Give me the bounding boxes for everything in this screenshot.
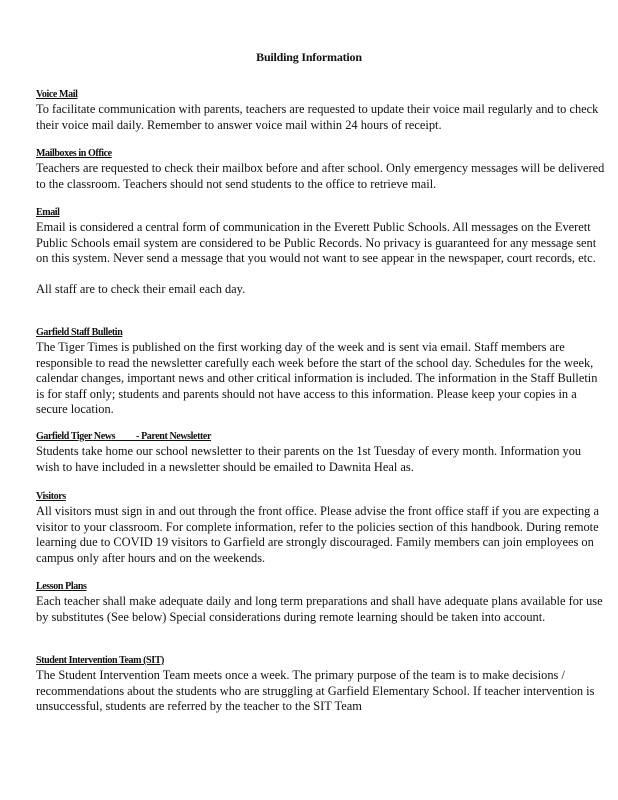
section-heading: Student Intervention Team (SIT) <box>36 655 164 666</box>
section-email <box>36 202 606 297</box>
page-title: Building Information <box>256 50 362 64</box>
section-tiger-news <box>36 426 606 475</box>
section-body: The Student Intervention Team meets once a week. The primary purpose of the team is to make decisions / recommendations about the students who are struggling at Garfield Elementary School. If teacher intervention is unsuccessful, students are referred by the teacher to the SIT Team <box>36 668 595 713</box>
section-body: The Tiger Times is published on the first working day of the week and is sent via email. Staff members are responsible to read the newsletter carefully each week before the start of the school day. Schedules for the week, calendar changes, important news and other critical information is included. The information in the Staff Bulletin is for staff only; students and parents should not have access to this information. Please keep your copies in a secure location. <box>36 340 598 416</box>
section-heading: Email <box>36 207 60 218</box>
section-body: All visitors must sign in and out through the front office. Please advise the front office staff if you are expecting a visitor to your classroom. For complete information, refer to the policies section of this handbook. During remote learning due to COVID 19 visitors to Garfield are strongly discouraged. Family members can join employees on campus only after hours and on the weekends. <box>36 504 599 565</box>
section-staff-bulletin <box>36 322 606 418</box>
section-heading: Garfield Tiger News - Parent Newsletter <box>36 431 212 442</box>
section-body: Email is considered a central form of communication in the Everett Public Schools. All messages on the Everett Public Schools email system are considered to be Public Records. No privacy is guaranteed for any message sent on this system. Never send a message that you would not want to see appear in the newspaper, court records, etc. <box>36 220 597 265</box>
section-visitors <box>36 486 606 566</box>
section-voice-mail <box>36 84 606 133</box>
section-heading: Mailboxes in Office <box>36 148 112 159</box>
section-body: Each teacher shall make adequate daily and long term preparations and shall have adequate plans available for use by substitutes (See below) Special considerations during remote learning should be taken into account. <box>36 594 603 624</box>
section-heading: Garfield Staff Bulletin <box>36 327 123 338</box>
section-heading: Visitors <box>36 491 66 502</box>
section-body: To facilitate communication with parents, teachers are requested to update their voice mail regularly and to check their voice mail daily. Remember to answer voice mail within 24 hours of receipt. <box>36 102 599 132</box>
section-heading: Voice Mail <box>36 89 78 100</box>
section-intervention-team <box>36 650 606 715</box>
section-heading: Lesson Plans <box>36 581 87 592</box>
section-mailboxes <box>36 143 606 192</box>
section-body: Teachers are requested to check their mailbox before and after school. Only emergency messages will be delivered to the classroom. Teachers should not send students to the office to retrieve mail. <box>36 161 605 191</box>
section-note: All staff are to check their email each day. <box>36 281 246 296</box>
section-body: Students take home our school newsletter to their parents on the 1st Tuesday of every month. Information you wish to have included in a newsletter should be emailed to Dawnita Heal as. <box>36 444 582 474</box>
section-lesson-plans <box>36 576 606 625</box>
